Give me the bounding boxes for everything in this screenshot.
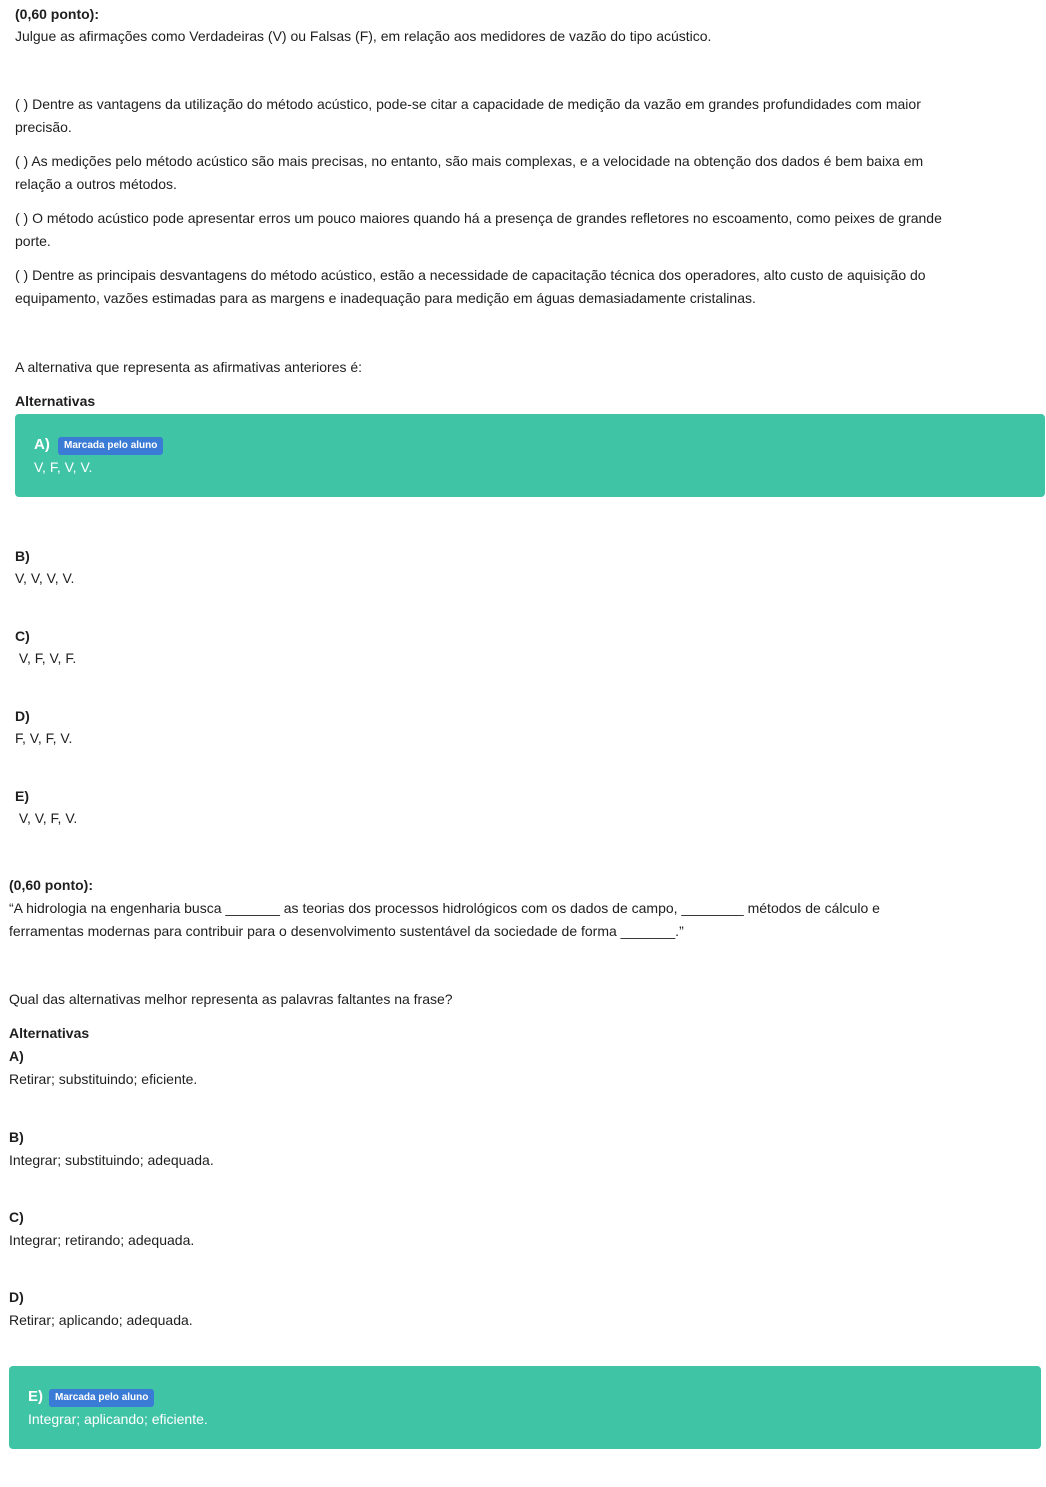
option-letter: B) [15, 548, 30, 564]
option-text: Integrar; substituindo; adequada. [9, 1152, 214, 1168]
option-text: Integrar; retirando; adequada. [9, 1232, 195, 1248]
option-letter: A) [9, 1048, 24, 1064]
quote-line-2: ferramentas modernas para contribuir para o desenvolvimento sustentável da sociedade de forma _______.” [9, 923, 684, 939]
option-text: V, F, V, V. [34, 459, 93, 475]
option-text: V, V, F, V. [15, 810, 78, 826]
question-prompt: Julgue as afirmações como Verdadeiras (V) ou Falsas (F), em relação aos medidores de vazão do tipo acústico. [15, 28, 712, 44]
statement-1-line-2: precisão. [15, 119, 72, 135]
option-text: F, V, F, V. [15, 730, 73, 746]
question-text: A alternativa que representa as afirmativas anteriores é: [15, 359, 363, 375]
option-letter: B) [9, 1129, 24, 1145]
question-points: (0,60 ponto): [15, 6, 99, 22]
option-letter: A) [34, 436, 50, 453]
option-text: Retirar; substituindo; eficiente. [9, 1071, 198, 1087]
marked-badge: Marcada pelo aluno [49, 1389, 154, 1407]
option-letter: E) [15, 788, 29, 804]
option-letter: D) [9, 1289, 24, 1305]
option-text: Retirar; aplicando; adequada. [9, 1312, 193, 1328]
option-a-selected[interactable] [15, 414, 1045, 497]
option-letter: C) [15, 628, 30, 644]
option-text: Integrar; aplicando; eficiente. [28, 1411, 208, 1427]
statement-3-line-2: porte. [15, 233, 51, 249]
option-letter: E) [28, 1388, 43, 1405]
statement-2-line-1: ( ) As medições pelo método acústico são mais precisas, no entanto, são mais complexas, e a velocidade na obtenção dos dados é bem baixa em [15, 153, 924, 169]
option-letter: D) [15, 708, 30, 724]
alternatives-label: Alternativas [15, 393, 96, 409]
statement-4-line-1: ( ) Dentre as principais desvantagens do método acústico, estão a necessidade de capacitação técnica dos operadores, alto custo de aquisição do [15, 267, 926, 283]
statement-2-line-2: relação a outros métodos. [15, 176, 177, 192]
option-text: V, V, V, V. [15, 570, 75, 586]
statement-1-line-1: ( ) Dentre as vantagens da utilização do método acústico, pode-se citar a capacidade de medição da vazão em grandes profundidades com maior [15, 96, 921, 112]
marked-badge: Marcada pelo aluno [58, 437, 163, 455]
option-text: V, F, V, F. [15, 650, 77, 666]
question-points: (0,60 ponto): [9, 877, 93, 893]
quote-line-1: “A hidrologia na engenharia busca _______ as teorias dos processos hidrológicos com os dados de campo, ________ métodos de cálculo e [9, 900, 880, 916]
option-letter: C) [9, 1209, 24, 1225]
statement-3-line-1: ( ) O método acústico pode apresentar erros um pouco maiores quando há a presença de grandes refletores no escoamento, como peixes de grande [15, 210, 942, 226]
statement-4-line-2: equipamento, vazões estimadas para as margens e inadequação para medição em águas demasiadamente cristalinas. [15, 290, 756, 306]
option-e-selected[interactable] [9, 1366, 1041, 1449]
alternatives-label: Alternativas [9, 1025, 90, 1041]
question-text: Qual das alternativas melhor representa as palavras faltantes na frase? [9, 991, 453, 1007]
